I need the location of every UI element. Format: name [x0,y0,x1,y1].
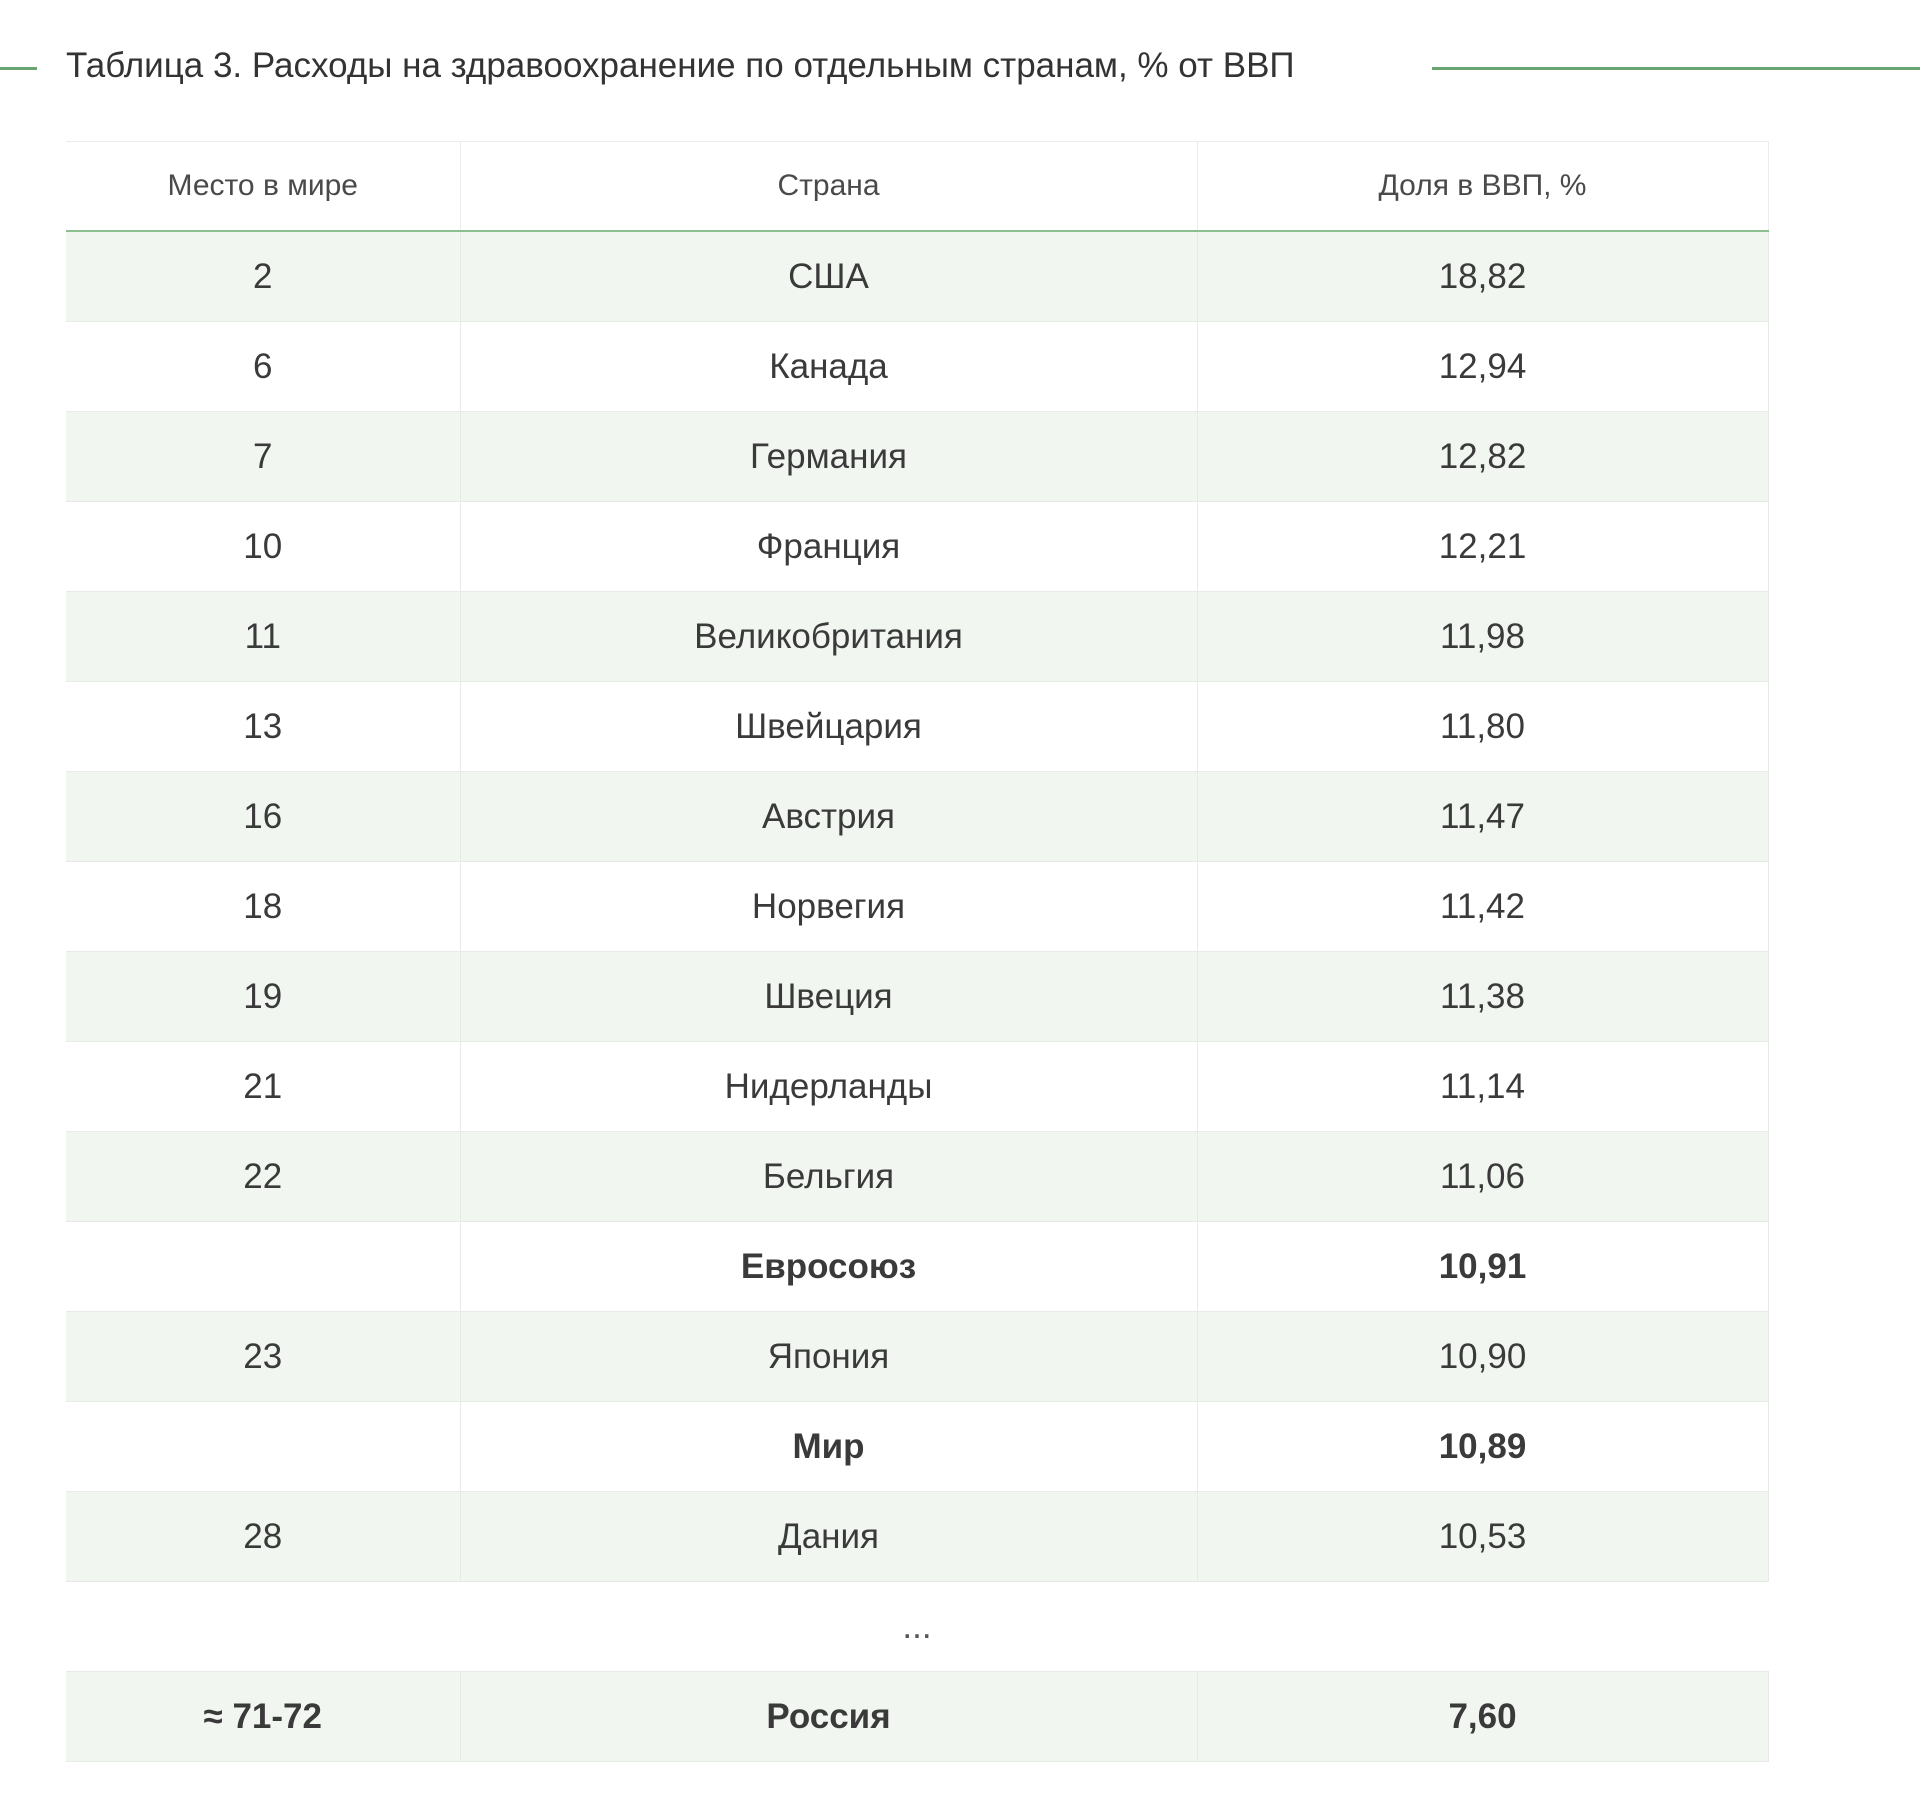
rank-cell: ≈ 71-72 [66,1672,460,1762]
country-cell: Швейцария [460,682,1197,772]
ellipsis-cell: ... [66,1582,1768,1672]
rank-cell [66,1222,460,1312]
country-cell: Великобритания [460,592,1197,682]
share-cell: 10,53 [1197,1492,1768,1582]
share-cell: 11,47 [1197,772,1768,862]
country-cell: Канада [460,322,1197,412]
share-cell: 10,89 [1197,1402,1768,1492]
share-cell: 12,21 [1197,502,1768,592]
rank-cell: 19 [66,952,460,1042]
share-cell: 11,42 [1197,862,1768,952]
country-cell: Швеция [460,952,1197,1042]
rank-cell: 21 [66,1042,460,1132]
share-cell: 10,91 [1197,1222,1768,1312]
country-cell: Франция [460,502,1197,592]
country-cell: Дания [460,1492,1197,1582]
country-cell: Япония [460,1312,1197,1402]
title-decor-line-right [1432,67,1920,70]
table-row [66,412,1768,502]
table-row [66,1492,1768,1582]
country-cell: Евросоюз [460,1222,1197,1312]
column-header-rank: Место в мире [66,142,460,232]
table-row [66,862,1768,952]
rank-cell [66,1402,460,1492]
rank-cell: 13 [66,682,460,772]
title-decor-line-left [0,67,37,70]
rank-cell: 22 [66,1132,460,1222]
table-row [66,231,1768,322]
country-cell: Бельгия [460,1132,1197,1222]
country-cell: Норвегия [460,862,1197,952]
share-cell: 11,06 [1197,1132,1768,1222]
health-spending-table [66,141,1768,1762]
table-row [66,1042,1768,1132]
rank-cell: 28 [66,1492,460,1582]
title-bar [0,0,1920,136]
table-row-aggregate [66,1222,1768,1312]
country-cell: США [460,231,1197,322]
table-row-ellipsis [66,1582,1768,1672]
rank-cell: 18 [66,862,460,952]
share-cell: 18,82 [1197,231,1768,322]
share-cell: 11,14 [1197,1042,1768,1132]
column-header-share: Доля в ВВП, % [1197,142,1768,232]
rank-cell: 16 [66,772,460,862]
column-header-country: Страна [460,142,1197,232]
table-row [66,1132,1768,1222]
rank-cell: 11 [66,592,460,682]
table-title: Таблица 3. Расходы на здравоохранение по отдельным странам, % от ВВП [66,46,1295,85]
share-cell: 7,60 [1197,1672,1768,1762]
share-cell: 11,80 [1197,682,1768,772]
share-cell: 11,38 [1197,952,1768,1042]
rank-cell: 2 [66,231,460,322]
rank-cell: 6 [66,322,460,412]
share-cell: 12,94 [1197,322,1768,412]
country-cell: Мир [460,1402,1197,1492]
table-header-row [66,142,1768,232]
country-cell: Россия [460,1672,1197,1762]
rank-cell: 7 [66,412,460,502]
table-row [66,772,1768,862]
country-cell: Австрия [460,772,1197,862]
table-row [66,1312,1768,1402]
rank-cell: 23 [66,1312,460,1402]
share-cell: 10,90 [1197,1312,1768,1402]
table-row [66,322,1768,412]
table-row [66,592,1768,682]
table-row [66,682,1768,772]
table-row-russia [66,1672,1768,1762]
rank-cell: 10 [66,502,460,592]
country-cell: Нидерланды [460,1042,1197,1132]
share-cell: 11,98 [1197,592,1768,682]
table-row [66,502,1768,592]
share-cell: 12,82 [1197,412,1768,502]
country-cell: Германия [460,412,1197,502]
table-row [66,952,1768,1042]
table-row-aggregate [66,1402,1768,1492]
